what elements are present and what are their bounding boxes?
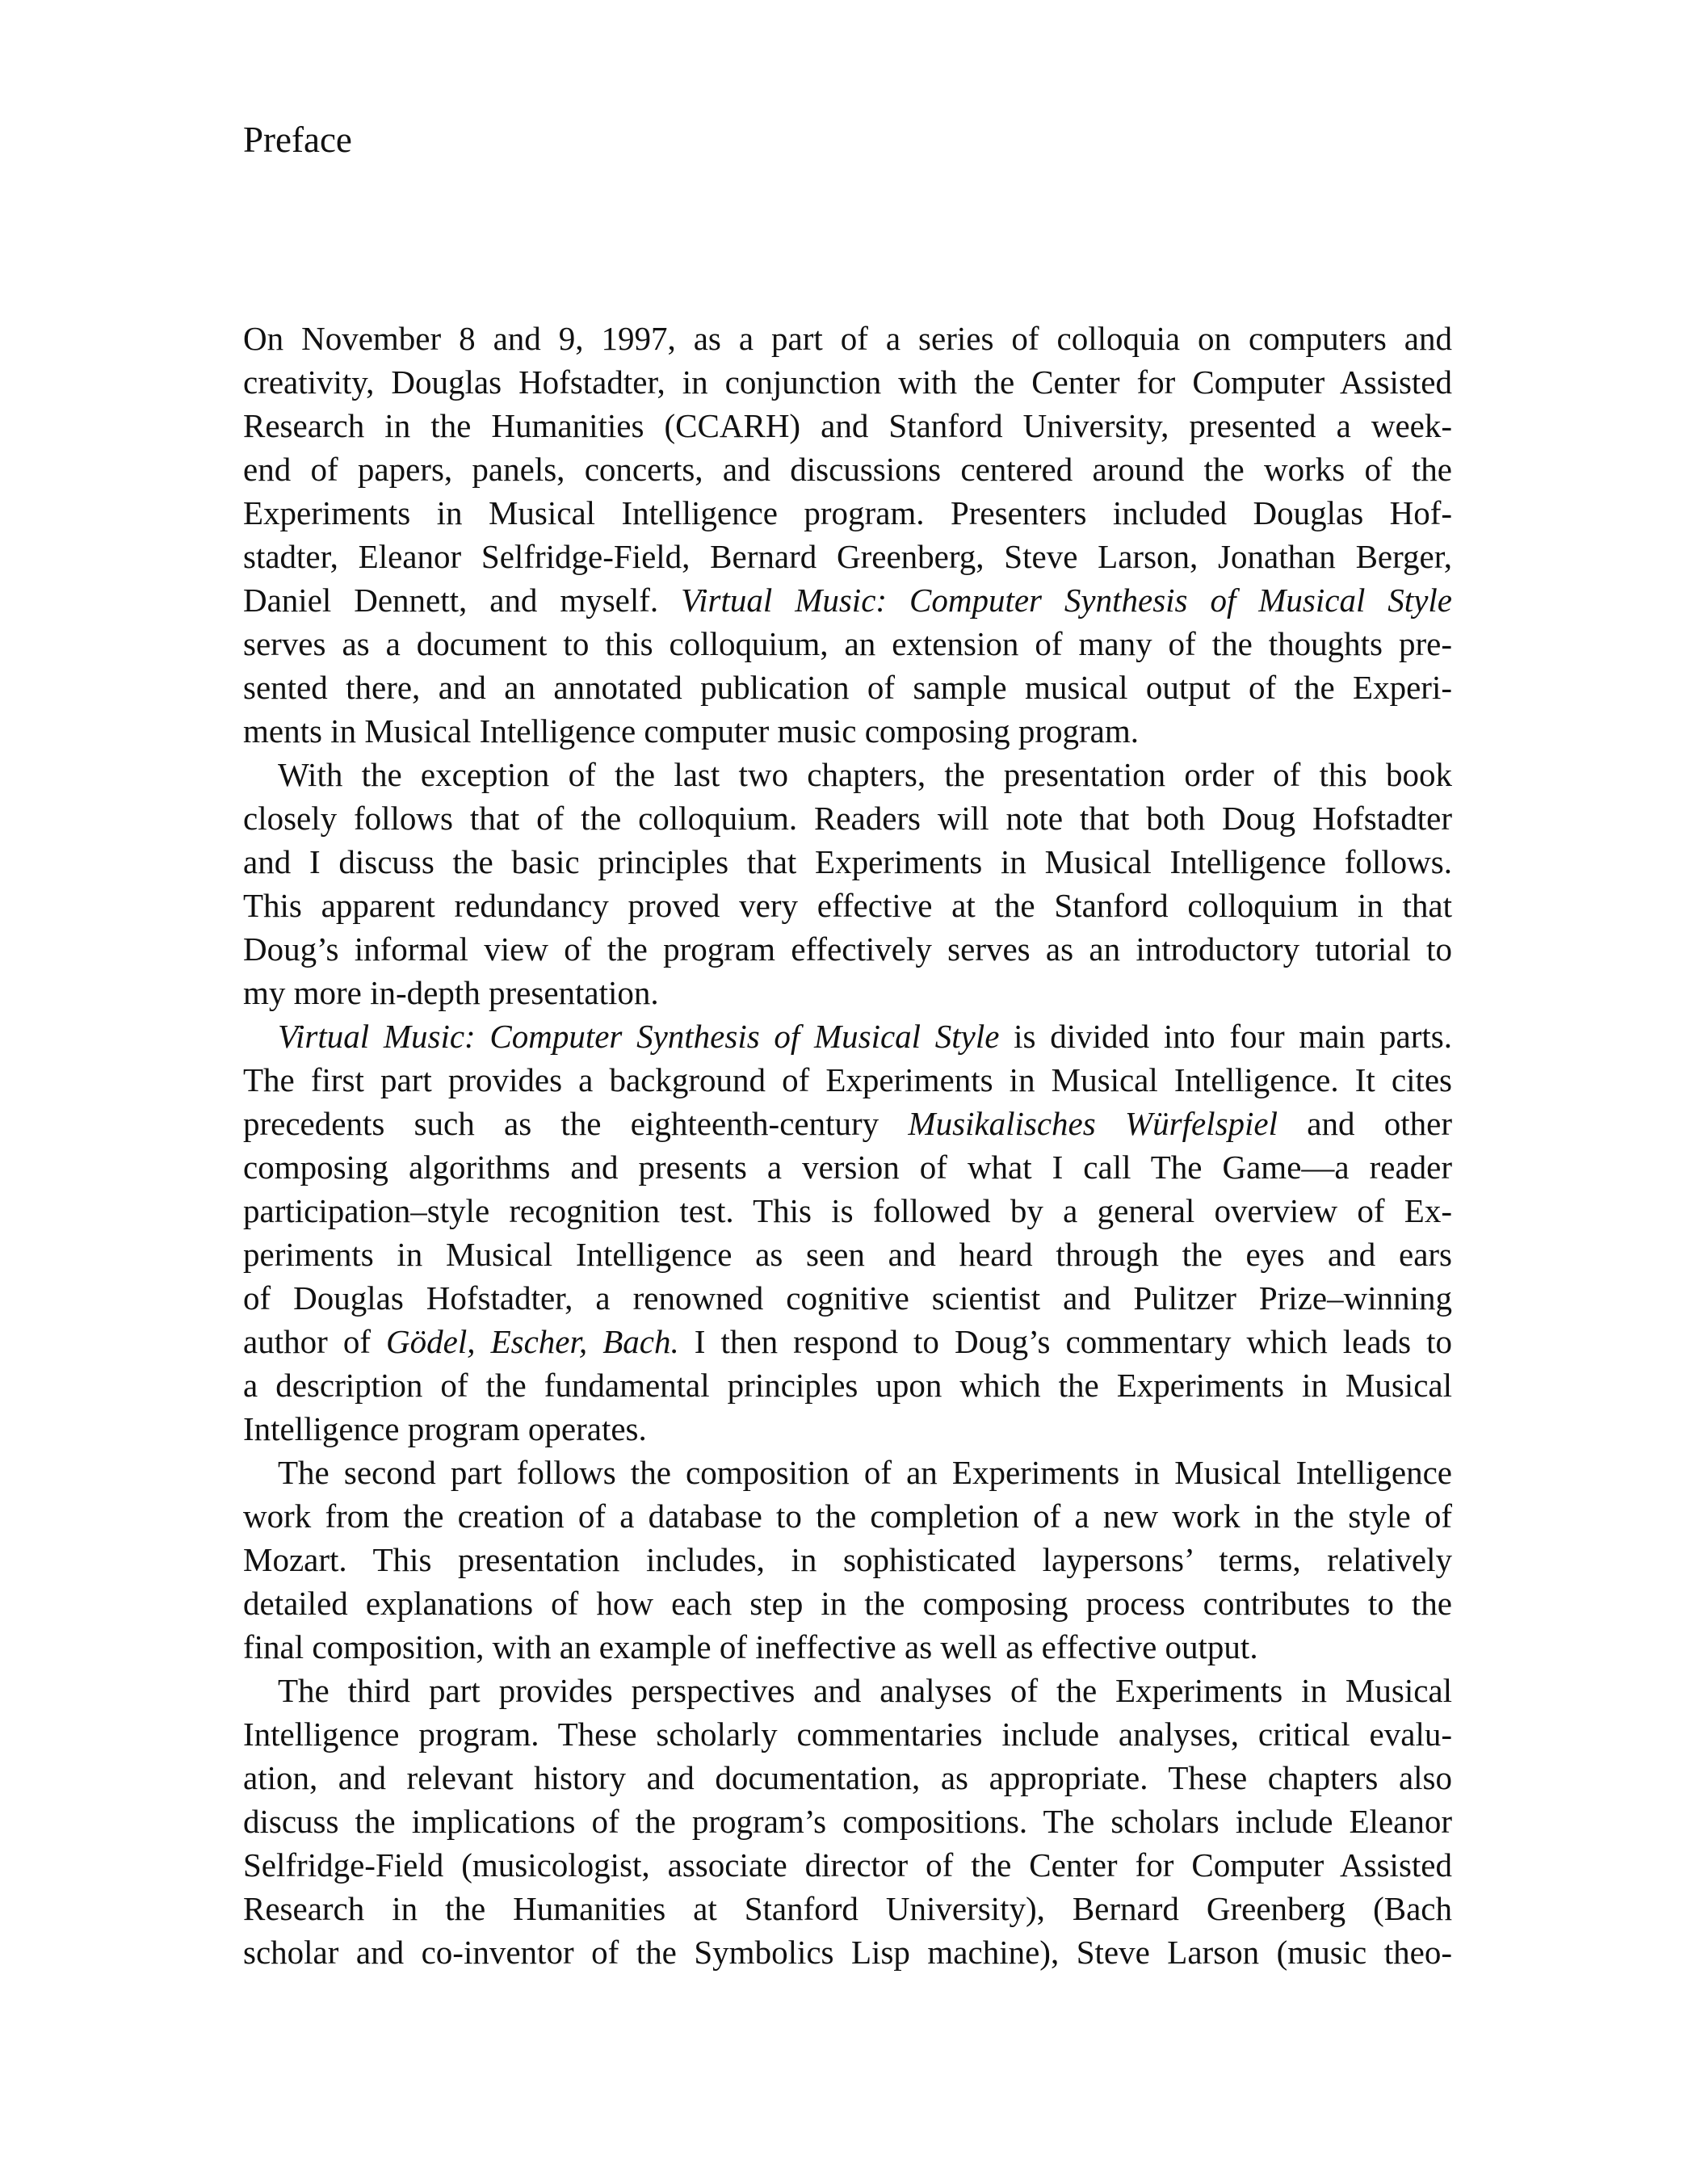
text-line: [243, 1363, 1452, 1407]
text-run: Daniel Dennett, and myself.: [243, 582, 682, 619]
text-run: end of papers, panels, concerts, and discussions centered around the works of the: [243, 451, 1452, 488]
text-line: [243, 666, 1452, 709]
text-run: closely follows that of the colloquium. Readers will note that both Doug Hofstadter: [243, 800, 1452, 837]
paragraph: [243, 317, 1452, 753]
text-line: [243, 447, 1452, 491]
text-run: composing algorithms and presents a version of what I call The Game—a reader: [243, 1149, 1452, 1186]
text-line: [243, 1102, 1452, 1145]
text-line: [243, 1145, 1452, 1189]
text-run: Research in the Humanities (CCARH) and Stanford University, presented a week-: [243, 407, 1452, 444]
paragraph: [243, 1451, 1452, 1669]
text-run: sented there, and an annotated publication of sample musical output of the Experi-: [243, 669, 1452, 706]
italic-title: Musikalisches Würfelspiel: [908, 1105, 1278, 1142]
text-run: Selfridge-Field (musicologist, associate director of the Center for Computer Assisted: [243, 1846, 1452, 1884]
text-run: With the exception of the last two chapters, the presentation order of this book: [278, 756, 1452, 793]
text-line: [243, 1800, 1452, 1843]
text-run: of Douglas Hofstadter, a renowned cognitive scientist and Pulitzer Prize–winning: [243, 1279, 1452, 1317]
text-line: [243, 491, 1452, 535]
text-line: [243, 1276, 1452, 1320]
text-line: [243, 1538, 1452, 1581]
text-line: [243, 1320, 1452, 1363]
text-line: [243, 1712, 1452, 1756]
text-run: final composition, with an example of ineffective as well as effective output.: [243, 1628, 1258, 1665]
text-line: [243, 1451, 1452, 1494]
text-line: [243, 884, 1452, 927]
italic-title: Virtual Music: Computer Synthesis of Musical Style: [681, 582, 1452, 619]
text-run: Doug’s informal view of the program effectively serves as an introductory tutorial to: [243, 930, 1452, 968]
text-line: [243, 1930, 1452, 1974]
text-line: [243, 1233, 1452, 1276]
text-run: This apparent redundancy proved very effective at the Stanford colloquium in that: [243, 887, 1452, 924]
preface-body: [243, 317, 1452, 1974]
text-line: [243, 1014, 1452, 1058]
text-line: [243, 535, 1452, 578]
paragraph: [243, 1014, 1452, 1451]
text-line: [243, 927, 1452, 971]
text-line: [243, 1494, 1452, 1538]
text-line: [243, 1189, 1452, 1233]
text-run: participation–style recognition test. This is followed by a general overview of Ex-: [243, 1192, 1452, 1229]
text-line: [243, 1058, 1452, 1102]
chapter-heading: Preface: [243, 120, 352, 160]
text-line: [243, 1669, 1452, 1712]
text-run: Intelligence program. These scholarly commentaries include analyses, critical evalu-: [243, 1716, 1452, 1753]
text-run: and other: [1278, 1105, 1452, 1142]
text-run: scholar and co-inventor of the Symbolics Lisp machine), Steve Larson (music theo-: [243, 1934, 1452, 1971]
text-line: [243, 1581, 1452, 1625]
text-run: The third part provides perspectives and analyses of the Experiments in Musical: [278, 1672, 1452, 1709]
text-run: I then respond to Doug’s commentary which leads to: [678, 1323, 1452, 1360]
text-run: my more in-depth presentation.: [243, 974, 659, 1011]
text-line: [243, 360, 1452, 404]
text-run: The first part provides a background of Experiments in Musical Intelligence. It cites: [243, 1061, 1452, 1098]
italic-title: Gödel, Escher, Bach.: [386, 1323, 679, 1360]
text-run: and I discuss the basic principles that Experiments in Musical Intelligence follows.: [243, 843, 1452, 880]
text-run: work from the creation of a database to the completion of a new work in the style of: [243, 1497, 1452, 1535]
italic-title: Virtual Music: Computer Synthesis of Musical Style: [278, 1018, 1000, 1055]
text-run: Mozart. This presentation includes, in sophisticated laypersons’ terms, relatively: [243, 1541, 1452, 1578]
paragraph: [243, 1669, 1452, 1974]
text-run: author of: [243, 1323, 387, 1360]
text-line: [243, 1625, 1452, 1669]
text-run: is divided into four main parts.: [999, 1018, 1452, 1055]
paragraph: [243, 753, 1452, 1014]
text-run: detailed explanations of how each step in the composing process contributes to the: [243, 1585, 1452, 1622]
text-line: [243, 1756, 1452, 1800]
text-line: [243, 1887, 1452, 1930]
text-run: stadter, Eleanor Selfridge-Field, Bernard Greenberg, Steve Larson, Jonathan Berger,: [243, 538, 1452, 575]
text-line: [243, 796, 1452, 840]
text-run: periments in Musical Intelligence as seen and heard through the eyes and ears: [243, 1236, 1452, 1273]
text-run: creativity, Douglas Hofstadter, in conjunction with the Center for Computer Assisted: [243, 363, 1452, 401]
text-line: [243, 1407, 1452, 1451]
text-run: precedents such as the eighteenth-century: [243, 1105, 909, 1142]
text-run: serves as a document to this colloquium, an extension of many of the thoughts pre-: [243, 625, 1452, 662]
text-run: ments in Musical Intelligence computer music composing program.: [243, 712, 1140, 750]
text-line: [243, 578, 1452, 622]
text-run: a description of the fundamental principles upon which the Experiments in Musical: [243, 1367, 1452, 1404]
text-line: [243, 971, 1452, 1014]
text-line: [243, 622, 1452, 666]
text-line: [243, 1843, 1452, 1887]
text-run: On November 8 and 9, 1997, as a part of a series of colloquia on computers and: [243, 320, 1452, 357]
text-line: [243, 840, 1452, 884]
text-line: [243, 404, 1452, 447]
text-run: ation, and relevant history and documentation, as appropriate. These chapters also: [243, 1759, 1452, 1796]
text-run: The second part follows the composition of an Experiments in Musical Intelligence: [278, 1454, 1452, 1491]
text-run: Research in the Humanities at Stanford University), Bernard Greenberg (Bach: [243, 1890, 1452, 1927]
text-line: [243, 753, 1452, 796]
text-line: [243, 317, 1452, 360]
text-run: Intelligence program operates.: [243, 1410, 647, 1447]
text-line: [243, 709, 1452, 753]
text-run: Experiments in Musical Intelligence program. Presenters included Douglas Hof-: [243, 494, 1452, 531]
text-run: discuss the implications of the program’s compositions. The scholars include Eleanor: [243, 1803, 1452, 1840]
